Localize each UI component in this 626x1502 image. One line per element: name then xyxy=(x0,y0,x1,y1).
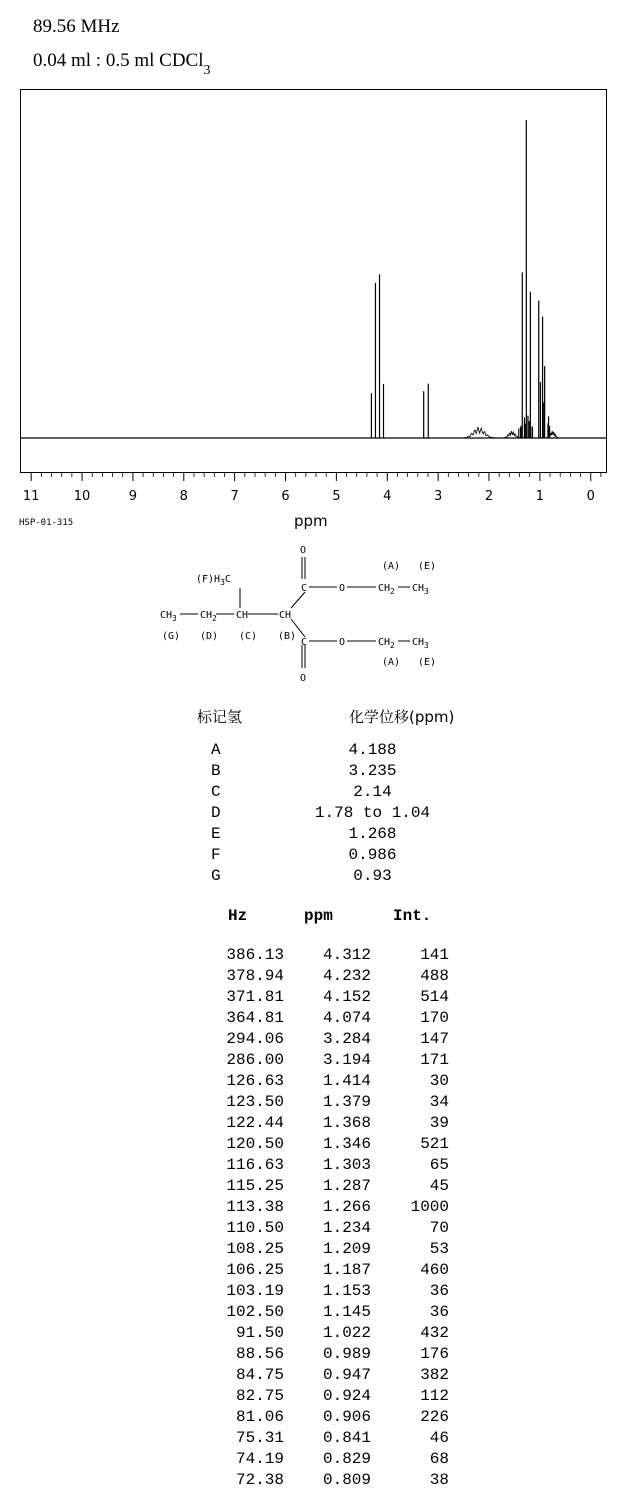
solvent-text: 0.04 ml : 0.5 ml CDCl xyxy=(33,50,204,71)
assignment-row xyxy=(0,825,626,846)
peak-ppm: 0.906 xyxy=(322,1408,371,1426)
f-sub: 3 xyxy=(220,578,225,587)
peak-int: 460 xyxy=(420,1261,449,1279)
assignment-shift: 1.78 to 1.04 xyxy=(314,804,431,822)
ch3-top: CH xyxy=(412,583,425,594)
peak-ppm: 3.284 xyxy=(322,1030,371,1048)
peak-lines xyxy=(371,120,549,438)
ch3-bot: CH xyxy=(412,637,425,648)
ch2-bot: CH xyxy=(378,637,391,648)
table-row xyxy=(0,1156,626,1177)
table-row xyxy=(0,1345,626,1366)
table-row xyxy=(0,1471,626,1492)
table-row xyxy=(0,1009,626,1030)
peak-hz: 371.81 xyxy=(226,988,284,1006)
atom-o-ester-top: O xyxy=(339,583,346,594)
peak-hz: 88.56 xyxy=(235,1345,284,1363)
assignment-label: C xyxy=(211,783,221,801)
label-d: (D) xyxy=(200,631,219,642)
assignment-label: G xyxy=(211,867,221,885)
peak-int: 30 xyxy=(429,1072,449,1090)
peak-hz: 386.13 xyxy=(226,946,284,964)
assignment-label: A xyxy=(211,741,221,759)
x-tick-label: 11 xyxy=(22,489,40,504)
x-tick-label: 7 xyxy=(230,489,239,504)
table-row xyxy=(0,1429,626,1450)
table-row xyxy=(0,988,626,1009)
peak-ppm: 1.145 xyxy=(322,1303,371,1321)
table-row xyxy=(0,1366,626,1387)
x-tick-label: 1 xyxy=(535,489,545,504)
peak-col-hz: Hz xyxy=(228,907,248,925)
assignment-label: B xyxy=(211,762,221,780)
peak-hz: 122.44 xyxy=(226,1114,284,1132)
peak-hz: 91.50 xyxy=(235,1324,284,1342)
peak-ppm: 1.187 xyxy=(322,1261,371,1279)
peak-ppm: 0.841 xyxy=(322,1429,371,1447)
group-ch2-top xyxy=(378,583,395,596)
table-row xyxy=(0,1303,626,1324)
table-row xyxy=(0,1261,626,1282)
peak-ppm: 1.346 xyxy=(322,1135,371,1153)
peak-hz: 81.06 xyxy=(235,1408,284,1426)
main-ch2: CH xyxy=(200,610,213,621)
baseline-hump xyxy=(461,427,497,438)
solvent-subscript: 3 xyxy=(203,62,211,78)
atom-o-ester-bot: O xyxy=(339,637,346,648)
peak-int: 170 xyxy=(420,1009,449,1027)
peak-col-ppm: ppm xyxy=(304,907,333,925)
table-row xyxy=(0,1282,626,1303)
peak-int: 382 xyxy=(420,1366,449,1384)
f-label: (F)H xyxy=(196,574,221,585)
assignment-shift: 0.986 xyxy=(348,846,397,864)
peak-int: 65 xyxy=(429,1156,449,1174)
peak-hz: 378.94 xyxy=(226,967,284,985)
peak-int: 521 xyxy=(420,1135,449,1153)
peak-ppm: 1.153 xyxy=(322,1282,371,1300)
table-row xyxy=(0,967,626,988)
peak-hz: 82.75 xyxy=(235,1387,284,1405)
peak-int: 176 xyxy=(420,1345,449,1363)
table-row xyxy=(0,1219,626,1240)
peak-int: 147 xyxy=(420,1030,449,1048)
label-a-top: (A) xyxy=(382,561,401,572)
spectrometer-frequency: 89.56 MHz xyxy=(33,16,120,37)
peak-hz: 115.25 xyxy=(226,1177,284,1195)
peak-hz: 294.06 xyxy=(226,1030,284,1048)
assignment-shift: 1.268 xyxy=(348,825,397,843)
group-ch3-top xyxy=(412,583,429,596)
assignment-shift: 2.14 xyxy=(353,783,392,801)
ch2-top-sub: 2 xyxy=(390,587,395,596)
peak-int: 432 xyxy=(420,1324,449,1342)
peak-ppm: 0.809 xyxy=(322,1471,371,1489)
assignment-label: D xyxy=(211,804,221,822)
table-row xyxy=(0,1177,626,1198)
peak-ppm: 1.287 xyxy=(322,1177,371,1195)
peak-int: 45 xyxy=(429,1177,449,1195)
assignment-row xyxy=(0,804,626,825)
table-row xyxy=(0,1450,626,1471)
ch2-top: CH xyxy=(378,583,391,594)
f-c: C xyxy=(224,574,231,585)
peak-ppm: 1.266 xyxy=(322,1198,371,1216)
peak-hz: 102.50 xyxy=(226,1303,284,1321)
atom-ch-b: CH xyxy=(279,610,292,621)
assignment-shift: 0.93 xyxy=(353,867,392,885)
assignment-row xyxy=(0,741,626,762)
peak-ppm: 0.989 xyxy=(322,1345,371,1363)
peak-int: 34 xyxy=(429,1093,449,1111)
peak-ppm: 4.232 xyxy=(322,967,371,985)
x-tick-label: 3 xyxy=(433,489,443,504)
peak-hz: 123.50 xyxy=(226,1093,284,1111)
peak-int: 38 xyxy=(429,1471,449,1489)
table-row xyxy=(0,1135,626,1156)
main-ch2-sub: 2 xyxy=(212,614,217,623)
peak-int: 46 xyxy=(429,1429,449,1447)
peak-int: 171 xyxy=(420,1051,449,1069)
label-g: (G) xyxy=(162,631,181,642)
label-c: (C) xyxy=(239,631,258,642)
peak-ppm: 1.209 xyxy=(322,1240,371,1258)
peak-int: 36 xyxy=(429,1303,449,1321)
atom-c-ester-bot: C xyxy=(301,637,308,648)
group-ch3-main xyxy=(160,610,177,623)
table-row xyxy=(0,1324,626,1345)
label-e-top: (E) xyxy=(418,561,437,572)
peak-ppm: 3.194 xyxy=(322,1051,371,1069)
table-row xyxy=(0,1198,626,1219)
peak-int: 53 xyxy=(429,1240,449,1258)
x-axis-label: ppm xyxy=(294,512,328,530)
peak-ppm: 0.947 xyxy=(322,1366,371,1384)
table-row xyxy=(0,1408,626,1429)
peak-hz: 84.75 xyxy=(235,1366,284,1384)
peak-ppm: 1.234 xyxy=(322,1219,371,1237)
molecular-structure xyxy=(150,540,450,690)
peak-int: 70 xyxy=(429,1219,449,1237)
ch2-bot-sub: 2 xyxy=(390,641,395,650)
table-row xyxy=(0,946,626,967)
peak-hz: 126.63 xyxy=(226,1072,284,1090)
atom-ch-c: CH xyxy=(236,610,249,621)
peak-hz: 106.25 xyxy=(226,1261,284,1279)
peak-ppm: 4.152 xyxy=(322,988,371,1006)
peak-hz: 120.50 xyxy=(226,1135,284,1153)
x-tick-label: 4 xyxy=(383,489,392,504)
peak-col-int: Int. xyxy=(393,907,432,925)
peak-hz: 116.63 xyxy=(226,1156,284,1174)
peak-hz: 103.19 xyxy=(226,1282,284,1300)
peak-int: 36 xyxy=(429,1282,449,1300)
atom-o-top: O xyxy=(300,545,307,556)
table-row xyxy=(0,1051,626,1072)
nmr-spectrum-chart xyxy=(0,80,626,510)
spectrum-code: HSP-01-315 xyxy=(19,518,74,528)
x-tick-label: 8 xyxy=(179,489,188,504)
peak-ppm: 4.312 xyxy=(322,946,371,964)
ch3-bot-sub: 3 xyxy=(424,641,429,650)
peak-ppm: 4.074 xyxy=(322,1009,371,1027)
peak-hz: 108.25 xyxy=(226,1240,284,1258)
label-a-bot: (A) xyxy=(382,657,401,668)
peak-hz: 110.50 xyxy=(226,1219,284,1237)
table-row xyxy=(0,1387,626,1408)
x-tick-label: 0 xyxy=(586,489,595,504)
x-axis-ticks xyxy=(23,473,601,504)
assignment-shift: 3.235 xyxy=(348,762,397,780)
assignment-row xyxy=(0,867,626,888)
table-row xyxy=(0,1114,626,1135)
sample-solvent xyxy=(33,50,211,76)
baseline-humps xyxy=(461,427,560,438)
group-f-methyl xyxy=(196,574,231,587)
peak-int: 112 xyxy=(420,1387,449,1405)
x-tick-label: 9 xyxy=(128,489,138,504)
assignment-row xyxy=(0,846,626,867)
peak-int: 226 xyxy=(420,1408,449,1426)
peak-ppm: 0.924 xyxy=(322,1387,371,1405)
group-ch3-bot xyxy=(412,637,429,650)
peak-int: 39 xyxy=(429,1114,449,1132)
table-row xyxy=(0,1030,626,1051)
table-row xyxy=(0,1093,626,1114)
assignment-row xyxy=(0,783,626,804)
peak-hz: 113.38 xyxy=(226,1198,284,1216)
group-ch2-main xyxy=(200,610,217,623)
peak-int: 68 xyxy=(429,1450,449,1468)
peak-int: 1000 xyxy=(410,1198,449,1216)
group-ch2-bot xyxy=(378,637,395,650)
peak-int: 141 xyxy=(420,946,449,964)
atom-c-ester-top: C xyxy=(301,583,308,594)
x-tick-label: 5 xyxy=(332,489,341,504)
peak-int: 514 xyxy=(420,988,449,1006)
assignment-row xyxy=(0,762,626,783)
peak-ppm: 1.379 xyxy=(322,1093,371,1111)
table-row xyxy=(0,1240,626,1261)
x-tick-label: 2 xyxy=(484,489,494,504)
main-ch3-sub: 3 xyxy=(172,614,177,623)
label-e-bot: (E) xyxy=(418,657,437,668)
x-tick-label: 6 xyxy=(281,489,290,504)
peak-hz: 74.19 xyxy=(235,1450,284,1468)
peak-ppm: 1.414 xyxy=(322,1072,371,1090)
x-tick-label: 10 xyxy=(73,489,91,504)
peak-hz: 286.00 xyxy=(226,1051,284,1069)
label-b: (B) xyxy=(278,631,297,642)
table-row xyxy=(0,1072,626,1093)
assignment-shift: 4.188 xyxy=(348,741,397,759)
plot-frame xyxy=(21,90,607,473)
peak-hz: 72.38 xyxy=(235,1471,284,1489)
peak-hz: 75.31 xyxy=(235,1429,284,1447)
peak-hz: 364.81 xyxy=(226,1009,284,1027)
peak-ppm: 1.022 xyxy=(322,1324,371,1342)
main-ch3: CH xyxy=(160,610,173,621)
peak-ppm: 1.303 xyxy=(322,1156,371,1174)
assignment-label: F xyxy=(211,846,221,864)
atom-o-bot: O xyxy=(300,673,307,684)
assignment-label: E xyxy=(211,825,221,843)
assignment-col-shift: 化学位移(ppm) xyxy=(349,708,455,726)
peak-ppm: 0.829 xyxy=(322,1450,371,1468)
peak-ppm: 1.368 xyxy=(322,1114,371,1132)
baseline-hump xyxy=(545,431,560,438)
assignment-col-label: 标记氢 xyxy=(197,708,243,726)
ch3-top-sub: 3 xyxy=(424,587,429,596)
peak-int: 488 xyxy=(420,967,449,985)
